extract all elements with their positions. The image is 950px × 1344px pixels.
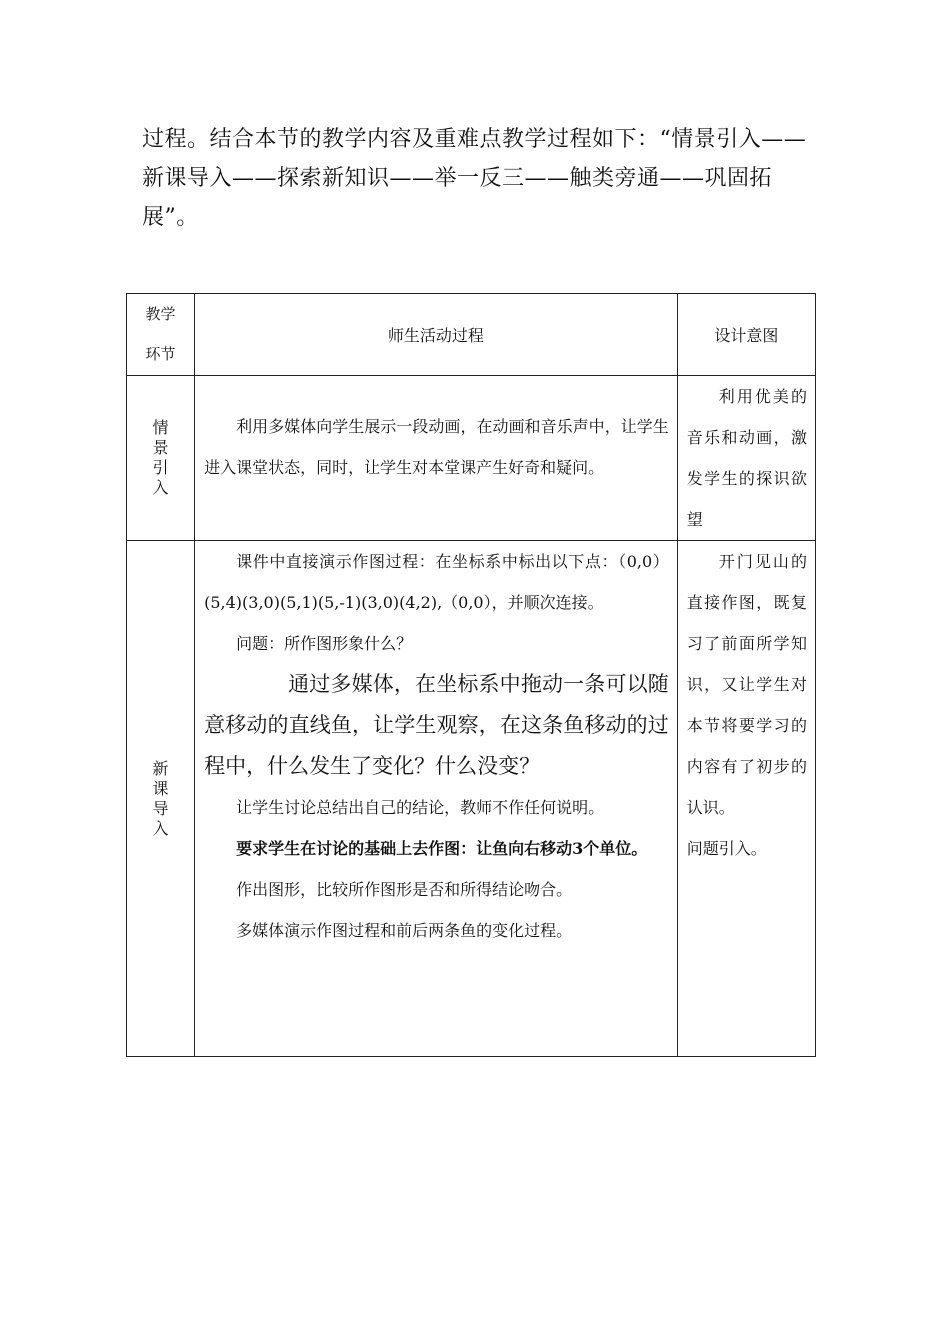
- stage-cell: [127, 541, 195, 1057]
- stage-char: 入: [152, 818, 169, 838]
- process-paragraph: 多媒体演示作图过程和前后两条鱼的变化过程。: [236, 921, 573, 940]
- table-header-row: [127, 294, 816, 376]
- stage-char: 导: [152, 798, 169, 818]
- stage-char: 景: [152, 438, 169, 457]
- header-intent-cell: 设计意图: [677, 294, 815, 376]
- process-question: 问题：所作图形象什么？: [236, 634, 413, 653]
- table-row: [127, 541, 816, 1057]
- process-paragraph: 课件中直接演示作图过程：在坐标系中标出以下点：（0,0）(5,4)(3,0)(5,1)(5,-1)(3,0)(4,2),（0,0），并顺次连接。: [204, 552, 669, 612]
- header-stage-line2: 环节: [145, 345, 176, 363]
- stage-char: 引: [152, 458, 169, 477]
- process-paragraph: 作出图形，比较所作图形是否和所得结论吻合。: [236, 880, 573, 899]
- process-cell: [195, 376, 678, 541]
- process-paragraph: 让学生讨论总结出自己的结论，教师不作任何说明。: [236, 798, 605, 817]
- process-paragraph-large: 通过多媒体，在坐标系中拖动一条可以随意移动的直线鱼，让学生观察，在这条鱼移动的过程中，什么发生了变化？什么没变？: [204, 672, 669, 778]
- intro-paragraph: 过程。结合本节的教学内容及重难点教学过程如下：“情景引入——新课导入——探索新知识——举一反三——触类旁通——巩固拓展”。: [142, 127, 807, 230]
- table-row: [127, 376, 816, 541]
- intent-cell: [677, 541, 815, 1057]
- process-paragraph: 利用多媒体向学生展示一段动画，在动画和音乐声中，让学生进入课堂状态，同时，让学生对本堂课产生好奇和疑问。: [204, 417, 669, 477]
- intent-paragraph: 开门见山的直接作图，既复习了前面所学知识，又让学生对本节将要学习的内容有了初步的认识。: [686, 552, 807, 817]
- intent-cell: [677, 376, 815, 541]
- stage-char: 情: [152, 418, 169, 437]
- stage-char: 入: [152, 478, 169, 497]
- lesson-plan-table: [126, 293, 816, 1057]
- stage-cell: [127, 376, 195, 541]
- stage-char: 课: [152, 778, 169, 798]
- intent-paragraph: 利用优美的音乐和动画，激发学生的探识欲望: [686, 387, 807, 529]
- stage-char: 新: [152, 758, 169, 778]
- process-cell: [195, 541, 678, 1057]
- process-task-bold: 要求学生在讨论的基础上去作图：让鱼向右移动3个单位。: [236, 839, 648, 858]
- header-process-cell: 师生活动过程: [195, 294, 678, 376]
- intent-paragraph: 问题引入。: [686, 839, 767, 858]
- header-stage-cell: [127, 294, 195, 376]
- header-stage-line1: 教学: [145, 305, 176, 323]
